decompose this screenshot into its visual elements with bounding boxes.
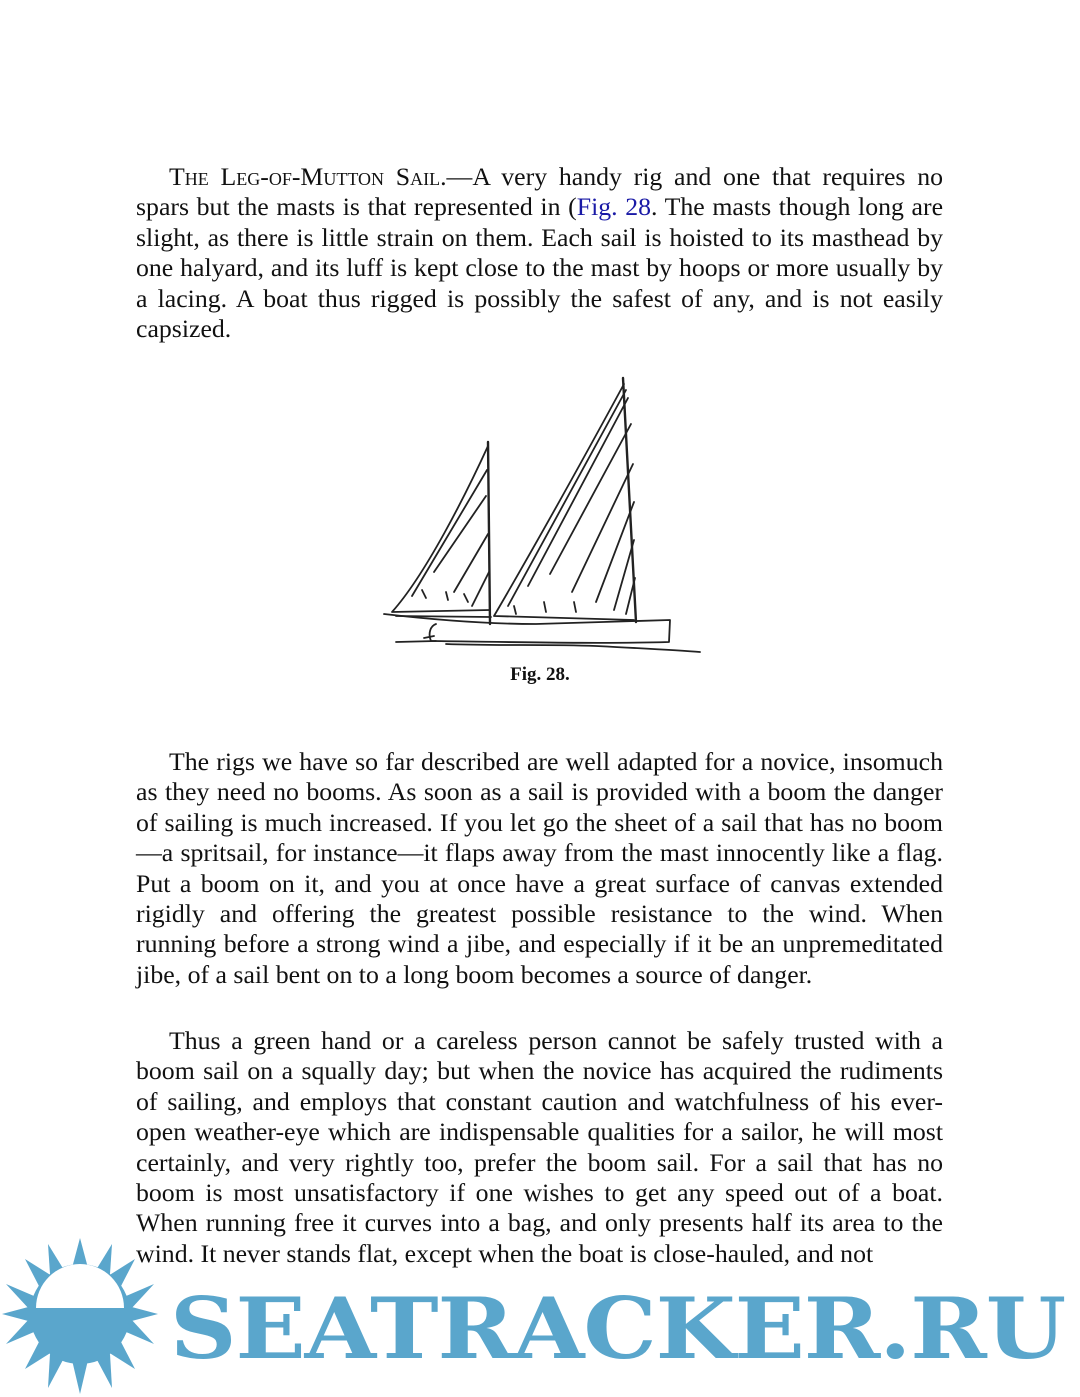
paragraph-boom-sail: Thus a green hand or a careless person cannot be safely trusted with a boom sail on a squally day; but when the novice has acquired the rudiments of sailing, and employs that constant caution and watchfulness of his ever-open weather-eye which are indispensable qualities for a sailor, he will most certainly, and very rightly too, prefer the boom sail. For a sail that has no boom is most unsatisfactory if one wishes to get any speed out of a boat. When running free it curves into a bag, and only presents half its area to the wind. It never stands flat, except when the boat is close-hauled, and not [136, 1026, 943, 1268]
watermark [0, 1238, 1080, 1397]
sailboat-drawing [376, 374, 706, 658]
paragraph-leg-of-mutton [136, 162, 943, 344]
paragraph-text: . The masts though long are slight, as there is little strain on them. Each sail is hoisted to its masthead by one halyard, and its luff is kept close to the mast by hoops or more usually by a lacing. A boat thus rigged is possibly the safest of any, and is not easily capsized. [136, 192, 944, 344]
paragraph-rigs-novice: The rigs we have so far described are well adapted for a novice, insomuch as they need no booms. As soon as a sail is provided with a boom the danger of sailing is much increased. If you let go the sheet of a sail that has no boom—a spritsail, for instance—it flaps away from the mast innocently like a flag. Put a boom on it, and you at once have a great surface of canvas extended rigidly and offering the greatest possible resistance to the wind. When running before a strong wind a jibe, and especially if it be an unpremeditated jibe, of a sail bent on to a long boom becomes a source of danger. [136, 747, 943, 989]
figure-sailboat-illustration [376, 374, 706, 658]
foresail [392, 446, 490, 612]
figure-caption: Fig. 28. [510, 664, 570, 685]
hull [384, 614, 670, 643]
foremast [488, 442, 490, 624]
sun-logo-icon [2, 1238, 158, 1394]
paragraph-text: —A very handy rig and one that requires no spars but the masts is that represented in ( [136, 162, 943, 222]
section-heading: The Leg-of-Mutton Sail. [169, 162, 447, 191]
figure-link[interactable]: Fig. 28 [576, 192, 652, 222]
watermark-text: SEATRACKER.RU [170, 1279, 1065, 1378]
